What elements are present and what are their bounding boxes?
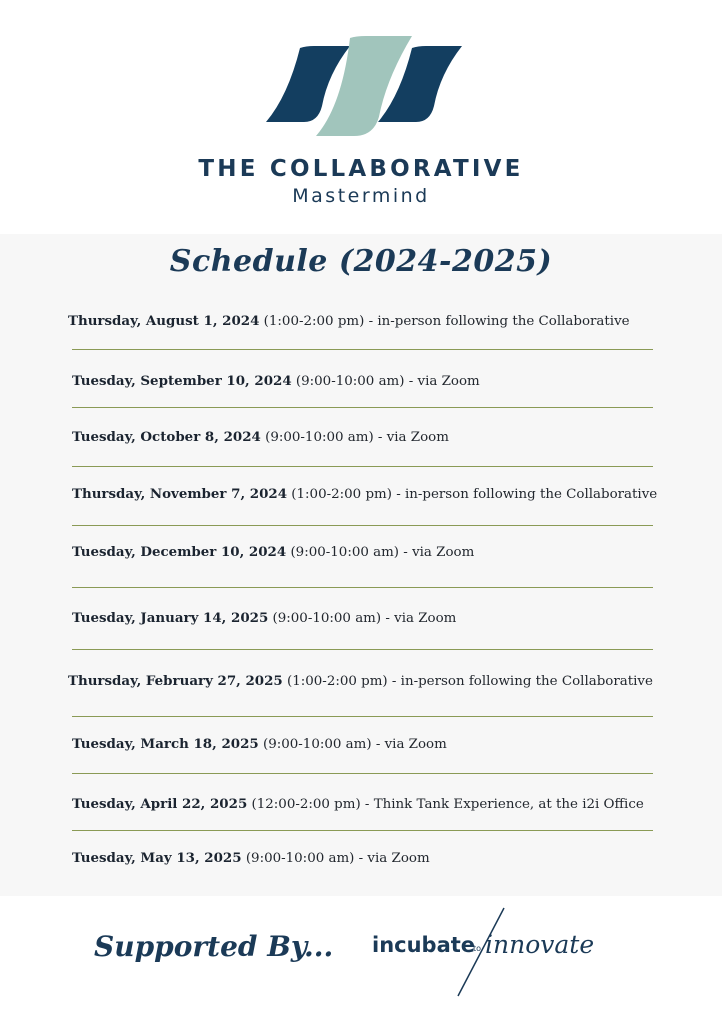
- collaborative-logo-icon: [262, 34, 464, 138]
- divider: [72, 349, 653, 350]
- schedule-item-date: Thursday, February 27, 2025: [68, 673, 283, 689]
- schedule-item-detail: (1:00-2:00 pm) - in-person following the Collaborative: [259, 314, 630, 329]
- schedule-item-date: Thursday, November 7, 2024: [72, 486, 288, 502]
- schedule-item-date: Tuesday, April 22, 2025: [72, 796, 248, 812]
- divider: [72, 649, 653, 650]
- schedule-item: [72, 543, 672, 562]
- schedule-item-detail: (9:00-10:00 am) - via Zoom: [268, 611, 457, 626]
- divider: [72, 525, 653, 526]
- brand-title: THE COLLABORATIVE: [198, 156, 524, 182]
- schedule-item: [72, 609, 672, 628]
- schedule-item: [72, 849, 672, 868]
- schedule-item: [68, 672, 668, 691]
- schedule-item-detail: (1:00-2:00 pm) - in-person following the Collaborative: [287, 487, 658, 502]
- schedule-title: Schedule (2024-2025): [169, 244, 553, 279]
- schedule-item: [72, 372, 672, 391]
- partner-word-innovate: innovate: [485, 930, 595, 959]
- schedule-item-detail: (9:00-10:00 am) - via Zoom: [258, 737, 447, 752]
- divider: [72, 466, 653, 467]
- schedule-item-date: Thursday, August 1, 2024: [68, 313, 260, 329]
- divider: [72, 407, 653, 408]
- divider: [72, 830, 653, 831]
- divider: [72, 587, 653, 588]
- schedule-item-date: Tuesday, September 10, 2024: [72, 373, 292, 389]
- schedule-item-date: Tuesday, October 8, 2024: [72, 429, 261, 445]
- schedule-item-date: Tuesday, December 10, 2024: [72, 544, 287, 560]
- brand-subtitle: Mastermind: [292, 185, 430, 207]
- divider: [72, 716, 653, 717]
- partner-logo: [372, 906, 632, 998]
- schedule-item-detail: (9:00-10:00 am) - via Zoom: [260, 430, 449, 445]
- schedule-item: [72, 485, 672, 504]
- schedule-item: [68, 312, 668, 331]
- schedule-item-detail: (9:00-10:00 am) - via Zoom: [286, 545, 475, 560]
- partner-word-incubate: incubate: [372, 933, 476, 957]
- schedule-item: [72, 428, 672, 447]
- schedule-item-date: Tuesday, January 14, 2025: [72, 610, 269, 626]
- schedule-item-detail: (12:00-2:00 pm) - Think Tank Experience, at the i2i Office: [247, 797, 644, 812]
- schedule-item-date: Tuesday, March 18, 2025: [72, 736, 259, 752]
- schedule-item-date: Tuesday, May 13, 2025: [72, 850, 242, 866]
- schedule-item-detail: (1:00-2:00 pm) - in-person following the Collaborative: [282, 674, 653, 689]
- header: [0, 0, 722, 234]
- schedule-item: [72, 735, 672, 754]
- schedule-item-detail: (9:00-10:00 am) - via Zoom: [291, 374, 480, 389]
- schedule-item: [72, 795, 672, 814]
- schedule-item-detail: (9:00-10:00 am) - via Zoom: [241, 851, 430, 866]
- partner-word-to: to: [473, 944, 482, 953]
- supported-by-text: Supported By...: [94, 930, 334, 963]
- divider: [72, 773, 653, 774]
